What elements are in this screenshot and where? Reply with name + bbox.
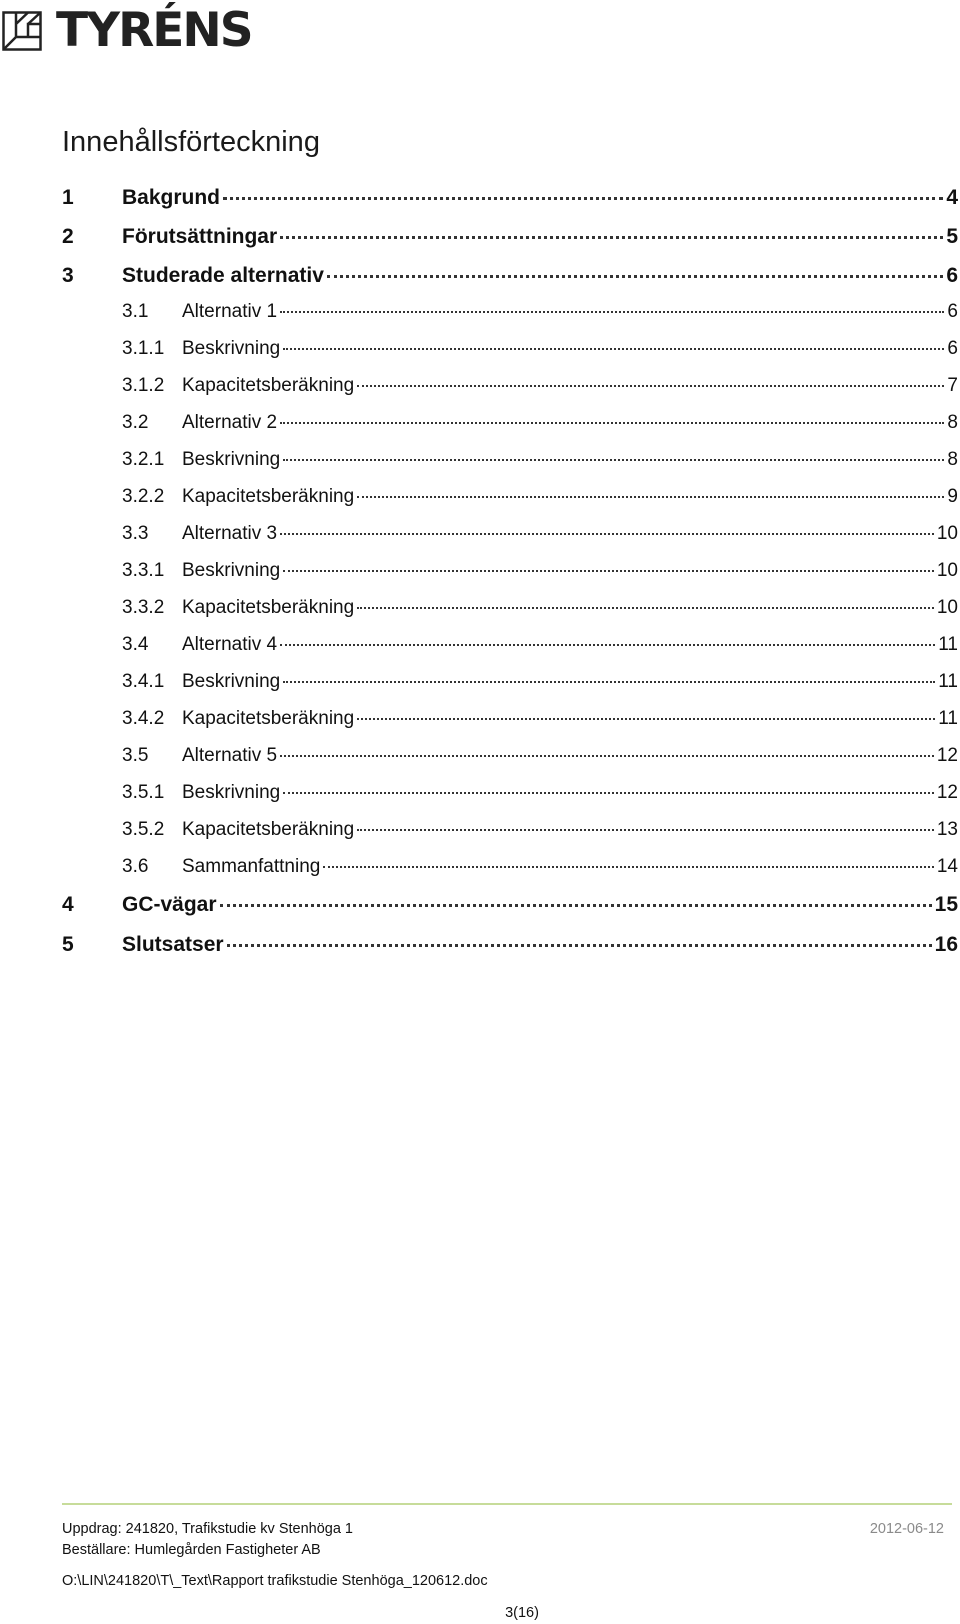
toc-dot-leader	[283, 348, 944, 350]
toc-entry-number: 3.6	[122, 856, 149, 877]
toc-entry-number: 3.1.1	[122, 338, 165, 359]
toc-entry-title[interactable]: Slutsatser	[122, 933, 224, 956]
toc-entry-page[interactable]: 8	[947, 449, 958, 470]
toc-entry-number: 3.4	[122, 634, 149, 655]
toc-entry-page[interactable]: 5	[946, 225, 958, 248]
toc-dot-leader	[227, 944, 932, 947]
toc-entry-title[interactable]: GC-vägar	[122, 893, 217, 916]
company-logo	[2, 3, 252, 58]
toc-entry-number: 3.3.1	[122, 560, 165, 581]
toc-entry-title[interactable]: Kapacitetsberäkning	[182, 597, 355, 618]
toc-entry[interactable]	[122, 301, 958, 329]
toc-entry-page[interactable]: 12	[936, 745, 958, 766]
toc-entry-page[interactable]: 16	[934, 933, 958, 956]
toc-entry-number: 3.2.1	[122, 449, 165, 470]
toc-entry-title[interactable]: Beskrivning	[182, 449, 281, 470]
toc-entry-title[interactable]: Studerade alternativ	[122, 264, 324, 287]
toc-dot-leader	[283, 570, 934, 572]
toc-entry-title[interactable]: Alternativ 5	[182, 745, 278, 766]
toc-entry-number: 3.3	[122, 523, 149, 544]
toc-dot-leader	[280, 311, 944, 313]
toc-entry-number: 3.5.2	[122, 819, 165, 840]
footer-divider	[62, 1503, 952, 1505]
toc-dot-leader	[323, 866, 934, 868]
toc-entry-page[interactable]: 6	[947, 338, 958, 359]
toc-entry-page[interactable]: 8	[947, 412, 958, 433]
toc-dot-leader	[280, 755, 934, 757]
toc-entry[interactable]	[122, 486, 958, 514]
logo-wordmark: TYRÉNS	[56, 3, 252, 58]
toc-entry[interactable]	[122, 671, 958, 699]
toc-entry-number: 3.2.2	[122, 486, 165, 507]
toc-entry-title[interactable]: Bakgrund	[122, 186, 221, 209]
toc-entry[interactable]	[62, 186, 958, 214]
tyrens-mark-icon	[2, 11, 42, 51]
toc-entry-page[interactable]: 9	[947, 486, 958, 507]
toc-entry-page[interactable]: 4	[946, 186, 958, 209]
toc-entry[interactable]	[62, 264, 958, 292]
toc-entry-page[interactable]: 10	[936, 523, 958, 544]
toc-entry-page[interactable]: 10	[936, 560, 958, 581]
toc-dot-leader	[280, 533, 934, 535]
toc-dot-leader	[280, 644, 935, 646]
toc-dot-leader	[357, 607, 934, 609]
toc-entry-page[interactable]: 11	[938, 634, 958, 655]
toc-entry[interactable]	[122, 745, 958, 773]
toc-entry-page[interactable]: 10	[936, 597, 958, 618]
toc-entry-title[interactable]: Alternativ 4	[182, 634, 278, 655]
toc-dot-leader	[283, 459, 944, 461]
toc-entry[interactable]	[122, 708, 958, 736]
toc-entry-page[interactable]: 12	[936, 782, 958, 803]
toc-entry[interactable]	[122, 375, 958, 403]
toc-entry-title[interactable]: Beskrivning	[182, 782, 281, 803]
toc-entry-number: 3.2	[122, 412, 149, 433]
toc-entry-number: 3.4.1	[122, 671, 165, 692]
toc-dot-leader	[223, 197, 943, 200]
toc-entry[interactable]	[62, 933, 958, 961]
toc-entry-title[interactable]: Kapacitetsberäkning	[182, 708, 355, 729]
toc-entry-number: 3.3.2	[122, 597, 165, 618]
toc-entry-number: 4	[62, 893, 74, 916]
toc-entry-title[interactable]: Kapacitetsberäkning	[182, 375, 355, 396]
toc-entry-title[interactable]: Sammanfattning	[182, 856, 321, 877]
toc-entry-number: 3.5	[122, 745, 149, 766]
toc-entry-title[interactable]: Alternativ 2	[182, 412, 278, 433]
toc-entry-title[interactable]: Beskrivning	[182, 338, 281, 359]
toc-entry[interactable]	[122, 338, 958, 366]
toc-entry[interactable]	[122, 412, 958, 440]
toc-entry[interactable]	[122, 449, 958, 477]
toc-entry-title[interactable]: Kapacitetsberäkning	[182, 819, 355, 840]
toc-dot-leader	[280, 422, 944, 424]
toc-entry-number: 3.1	[122, 301, 149, 322]
toc-entry-number: 3.1.2	[122, 375, 165, 396]
toc-entry[interactable]	[122, 634, 958, 662]
toc-entry[interactable]	[122, 560, 958, 588]
footer-client: Beställare: Humlegården Fastigheter AB	[62, 1542, 321, 1558]
toc-entry[interactable]	[122, 523, 958, 551]
toc-entry[interactable]	[122, 856, 958, 884]
toc-entry-page[interactable]: 13	[936, 819, 958, 840]
toc-dot-leader	[327, 275, 943, 278]
toc-entry-number: 1	[62, 186, 74, 209]
footer-date: 2012-06-12	[869, 1521, 944, 1537]
toc-entry-title[interactable]: Alternativ 3	[182, 523, 278, 544]
toc-entry-page[interactable]: 11	[938, 708, 958, 729]
toc-entry-number: 3.5.1	[122, 782, 165, 803]
toc-entry-page[interactable]: 7	[947, 375, 958, 396]
toc-entry-page[interactable]: 11	[938, 671, 958, 692]
toc-entry[interactable]	[122, 782, 958, 810]
toc-dot-leader	[357, 496, 944, 498]
toc-entry-page[interactable]: 14	[936, 856, 958, 877]
toc-dot-leader	[357, 385, 944, 387]
toc-dot-leader	[283, 792, 934, 794]
toc-entry-page[interactable]: 15	[934, 893, 958, 916]
footer-file-path: O:\LIN\241820\T\_Text\Rapport trafikstudie Stenhöga_120612.doc	[62, 1573, 488, 1589]
footer-assignment: Uppdrag: 241820, Trafikstudie kv Stenhöga 1	[62, 1521, 353, 1537]
toc-dot-leader	[357, 829, 934, 831]
toc-entry[interactable]	[62, 893, 958, 921]
toc-entry[interactable]	[122, 819, 958, 847]
toc-dot-leader	[357, 718, 935, 720]
toc-entry-title[interactable]: Alternativ 1	[182, 301, 278, 322]
toc-entry-title[interactable]: Kapacitetsberäkning	[182, 486, 355, 507]
page-number: 3(16)	[505, 1605, 539, 1621]
toc-entry-number: 5	[62, 933, 74, 956]
toc-title: Innehållsförteckning	[62, 126, 320, 158]
toc-dot-leader	[283, 681, 935, 683]
toc-entry-title[interactable]: Beskrivning	[182, 671, 281, 692]
toc-entry-page[interactable]: 6	[947, 301, 958, 322]
toc-entry-page[interactable]: 6	[946, 264, 958, 287]
toc-dot-leader	[280, 236, 943, 239]
toc-entry-title[interactable]: Beskrivning	[182, 560, 281, 581]
toc-entry-title[interactable]: Förutsättningar	[122, 225, 278, 248]
toc-dot-leader	[220, 904, 932, 907]
toc-entry-number: 3	[62, 264, 74, 287]
toc-entry-number: 2	[62, 225, 74, 248]
toc-entry[interactable]	[62, 225, 958, 253]
toc-entry[interactable]	[122, 597, 958, 625]
toc-entry-number: 3.4.2	[122, 708, 165, 729]
